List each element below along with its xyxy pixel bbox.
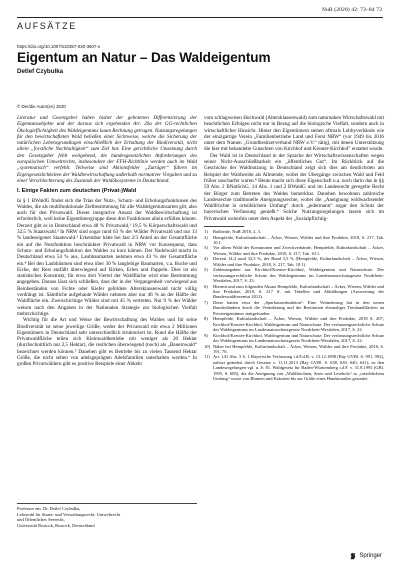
footnote-text: Hiermit und zum folgenden Absatz Hempfelde, Kulturlandschaft – Äcker, Wiesen, Wälder und ihre Produkte, 2018, S. 217 ff. mit Tabellen und Abbildungen (Auswertung der Bundeswaldinventur 2012). [213, 283, 384, 300]
footnote-text: Derzeit 14,4 rund 32,5 %, der Bund 3,5 % (Hempfelde, Kulturlandschaft – Äcker, Wiesen, Wälder und ihre Produkte, 2018, S. 217, Tab. 10.1). [213, 256, 384, 267]
footnote [204, 245, 384, 256]
footnote-text: Diese hatten etwa der „Sparkassenfunktion“. Eine Veränderung hat in den neuen Bundesländern durch die Veräußerung und die Restitution ehemaliger Treuhandflächen an Privateigentümer stattgefunden. [213, 299, 384, 316]
body-paragraph: In § 1 BWaldG findet sich die Trias der Nutz-, Schutz- und Erholungsfunktionen des Waldes, die als multifunktionale Zielbestimmung für alle Waldeigentumsarten gilt, also auch für den Privatwald. Dieser integrative Ansatz der Waldbewirtschaftung ist erforderlich, weil keine Eigentümergruppe diese drei Funktionen allein erfüllen könnte. Derzeit gibt es in Deutschland etwa 48 % Privatwald,¹ 19,5 % Körperschaftswald und 32,5 % Staatswald.² In NRW sind sogar rund 63 % der Wälder Privatwald und nur 13 % landeseigener Staatswald.³ Erkennbar hätte bei fast 2/3 Anteil an der Gesamtfläche ein auf die Nutzfunktion beschränkter Privatwald in NRW vor Konsequenz, dass Schutz- und Erholungsfunktion des Waldes zu kurz kämen. Der Nadelwald macht in Deutschland etwa 54 % aus, Laubbaumarten nehmen etwa 43 % der Gesamtfläche ein.⁴ Bei den Laubbäumen sind etwa über 30 % langlebige Baumarten, v.a. Buche und Eiche, der Rest entfällt überwiegend auf Birken, Erlen und Pappeln. Dies ist ein statistisches Konstrukt, für etwa drei Viertel der Waldfläche wird eine Bestimmung angegeben. Daraus lässt sich schließen, dass der in der Vergangenheit vorwiegend aus Reinbeständen von Fichte oder Kiefer gebildete Altersklassenwald nicht völlig verdrängt ist. Sämtliche aufgebaute Wälder nehmen aber nur 46 % an der Hälfte der Waldfläche ein. Zweischichtige Wälder sind mit 45 % vertreten. Nur 9 % der Wälder weisen nach den Angaben in der Nationalen Strategie zur biologischen Vielfalt mehrschichtige. [17, 197, 197, 317]
article-title: Eigentum an Natur – Das Waldeigentum [17, 50, 271, 65]
affiliation-line: Professor em. Dr. Detlef Czybulka, [17, 506, 81, 511]
footnote-text: Hempfelde, Kulturlandschaft – Äcker, Wiesen, Wälder und ihre Produkte, 2018, S. 217, Tab. 10.1. [213, 234, 384, 245]
body-paragraph: Wichtig für die Art und Weise der Bewirtschaftung des Waldes und für seine Biodiversität ist seine jeweilige Größe, weder der Privatwald mit etwa 2 Millionen Eigentümern in Deutschland sehr unterschiedlich strukturiert ist. Rund die Hälfte der Privatwaldfläche teilen sich Kleinwaldbetriebe mit weniger als 20 Hektar (durchschnittlich nur 2,5 Hektar), die restlichen überwiegend (noch) als „Bauernwald“ bezeichnet werden können.⁵ Daneben gibt es Betriebe bis zu vielen Tausend Hektar Größe, die nicht selten von adelsgeprägten Adelsfamilien unterhalten werden.⁶ In großen Privatwäldern gibt es positive Beispiele einer Abkehr [17, 317, 197, 368]
footnote [204, 256, 384, 267]
left-column [17, 115, 197, 368]
publisher-name: Springer [359, 553, 382, 559]
section-heading: I. Einige Fakten zum deutschen (Privat-)Wald [17, 188, 137, 195]
footnote-number: 4) [204, 256, 208, 262]
author-name: Detlef Czybulka [17, 68, 64, 75]
body-paragraph: vom schlagweisen Hochwald (Altersklassenwald) zum naturnahen Wirtschaftswald mit beachtlichen Erfolgen nicht nur in Bezug auf die biologische Vielfalt, sondern auch in wirtschaftlicher Hinsicht. Hinter den Eigentümern stehen oftmals Lobbyverbände wie der einzigartige Verein „Familienbetriebe Land und Forst NRW“ (vor 1949 bis 2016 unter dem Namen „Grundbesitzerverband NRW e.V.“ tätig), mit denen Unterstützung die hier mit behandelte Gutachten von Kirchhof und Kreuter-Kirchhof⁷ erstattet wurde. [204, 115, 384, 153]
abstract: Literatur und Gesetzgeber haben bisher der gebotenen Differenzierung der Eigentumsobjekte und der daraus sich ergebenden Art. 20a der GG-rechtlichen Ökologieflichtigkeit des Waldeigentums kaum Rechnung getragen. Nutzungsregelungen für den bewirtschafteten Wald beließen einer Sichtweise, welche die Sicherung der natürlichen Lebensgrundlagen einschließlich der Erhaltung der Biodiversität, nicht allein „forstliche Nachhaltigkeit“ zum Ziel hat. Eine gerichtliche Umsetzung durch den Gesetzgeber fehlt weitgehend, die bundesgesetzlichen Anforderungen des europäischen Umweltrechts, insbesondere der FFH-Richtlinie werden auch im Wald „systematisch“ verfehlt. Teilweise sind Aktionsfelder „Zuträger“ führen im Eigengesetzlichkeiten der Waldbewirtschaftung außerhalb normativer Vorgaben und zu einer Verschlechterung des Zustands der Waldökosysteme in Deutschland. [17, 115, 197, 184]
footnote-text: Art. 141 Abs. 3 S. 1 Bayerische Verfassung i.d.F.d.B. v. 15.12.1998 (Bay GVBl. S. 991, 992), zuletzt geändert durch Gesetze v. 11.11.2013 (Bay GVBl. S. 638, 639, 640, 641); zu den Landesregelungen vgl. u. S. 81. Waldgesetz für Baden-Württemberg i.d.F. v. 31.8.1995 (GBl. 1995, S. 685), die die Aneignung von „Waldfrüchten, Streu und Leseholz“ in „ortsüblichem Umfang“ sowie von Blumen und Kräutern bis zur Größe eines Handstraußes gestattet. [213, 354, 384, 382]
footnote [204, 235, 384, 246]
footnote-number: 7) [204, 299, 208, 305]
doi-link[interactable]: https://doi.org/10.1007/s10357-020-3607-x [17, 44, 100, 49]
footnote-text: Kirchhof/Kreuter-Kirchhof, Waldeigentum und Naturschutz: Der verfassungsrechtliche Schutz des Waldeigentums im Landesnaturschutzgesetz Nordrhein-Westfalen, 2017, S. 22. [213, 332, 384, 344]
affiliation-line: Lehrstuhl für Staats- und Verwaltungsrecht, Umweltrecht [17, 511, 121, 517]
footnote-number: 6) [204, 283, 208, 289]
footnote-number: 9) [204, 332, 208, 338]
footnote-number: 1) [204, 229, 208, 235]
footnote-number: 5) [204, 267, 208, 273]
springer-horse-icon [349, 552, 357, 560]
running-head: NuR (2020) 42: 73–84 73 [321, 7, 382, 13]
footnote-number: 3) [204, 245, 208, 251]
publisher-logo [349, 552, 382, 560]
footnote-text: Hempfelde, Kulturlandschaft – Äcker, Wiesen, Wälder und ihre Produkte, 2018 S. 207; Kirchhof/Kreuter-Kirchhof, Waldeigentum und Naturschutz: Der verfassungsrechtliche Schutz des Waldeigentums im Landesnaturschutzgesetz Nordrhein-Westfalen, 2017, S. 22. [213, 316, 384, 333]
footnote [204, 316, 384, 332]
copyright-line: © Der/die Autor(en) 2020 [17, 104, 66, 109]
section-label: AUFSÄTZE [17, 17, 383, 31]
footnote [204, 284, 384, 300]
footnote-number: 11) [204, 354, 210, 360]
footnote [204, 267, 384, 283]
author-affiliation [17, 503, 197, 528]
affiliation-line: und Öffentliches Seerecht, [17, 517, 65, 522]
footnote-text: Vor allem Wald der Kommunen und Zweckverbände, Hempfelde, Kulturlandschaft – Äcker, Wiesen, Wälder und ihre Produkte, 2018, S. 217, Tab. 10.1. [213, 245, 384, 256]
footnote [204, 333, 384, 344]
footnote-divider [204, 226, 244, 227]
footnote-text: Näher bei Hempfelde, Kulturlandschaft – Äcker, Wiesen, Wälder und ihre Produkte, 2018, S. 191, 76. [213, 343, 384, 355]
footnote-list [204, 229, 384, 382]
right-column [204, 115, 384, 382]
footnote-number: 2) [204, 234, 208, 240]
footnote [204, 354, 384, 381]
footnote-number: 8) [204, 316, 208, 322]
footnote-text: Rohbeale, NuR 2018, 2, 3. [213, 229, 261, 235]
body-paragraph: Der Wald ist in Deutschland in der Sprache der Wirtschaftswissenschaften wegen seiner Nicht-Ausschließbarkeit ein „öffentliches Gut“. Im Rückblick auf die Geschichte der Waldnutzung in Deutschland zeigt sich dies am deutlichsten am Beispiel der Waldweide als Allmende, wobei der Übergänge zwischen Wald und Feld früher unscharfer waren.⁸ Heute macht sich diese Eigenschaft u.a. noch darin das in §§ 59 Abs. 2 BNatSchG, 14 Abs. 1 und 2 BWaldG und im Landesrecht geregelte Recht der Bürger zum Betreten des Waldes bemerkbar. Daneben bewohnen zahlreiche Landesrechte traditionelle Aneignungsrechte, wobei die „Aneignung wildwachsender Waldfrüchte in ortsüblichem Umfang“ durch „jedermann“ sogar den Schutz der bayerischen Verfassung genießt.⁹ Solche Nutzungsregelungen lassen sich im Privatwald weiterhin unter dem Aspekt der „Sozialpflichtig- [204, 152, 384, 222]
affiliation-line: Universität Rostock, Rostock, Deutschland [17, 522, 95, 528]
footnote-text: Zahlenangaben aus Kirchhof/Kreuter-Kirchhof, Waldeigentum und Naturschutz: Der verfassungsrechtliche Schutz des Waldeigentums im Landesnaturschutzgesetz Nordrhein-Westfalen, 2017, S. 23. [213, 267, 384, 284]
footnote [204, 344, 384, 355]
footnote-number: 10) [204, 343, 210, 349]
footnote [204, 300, 384, 316]
